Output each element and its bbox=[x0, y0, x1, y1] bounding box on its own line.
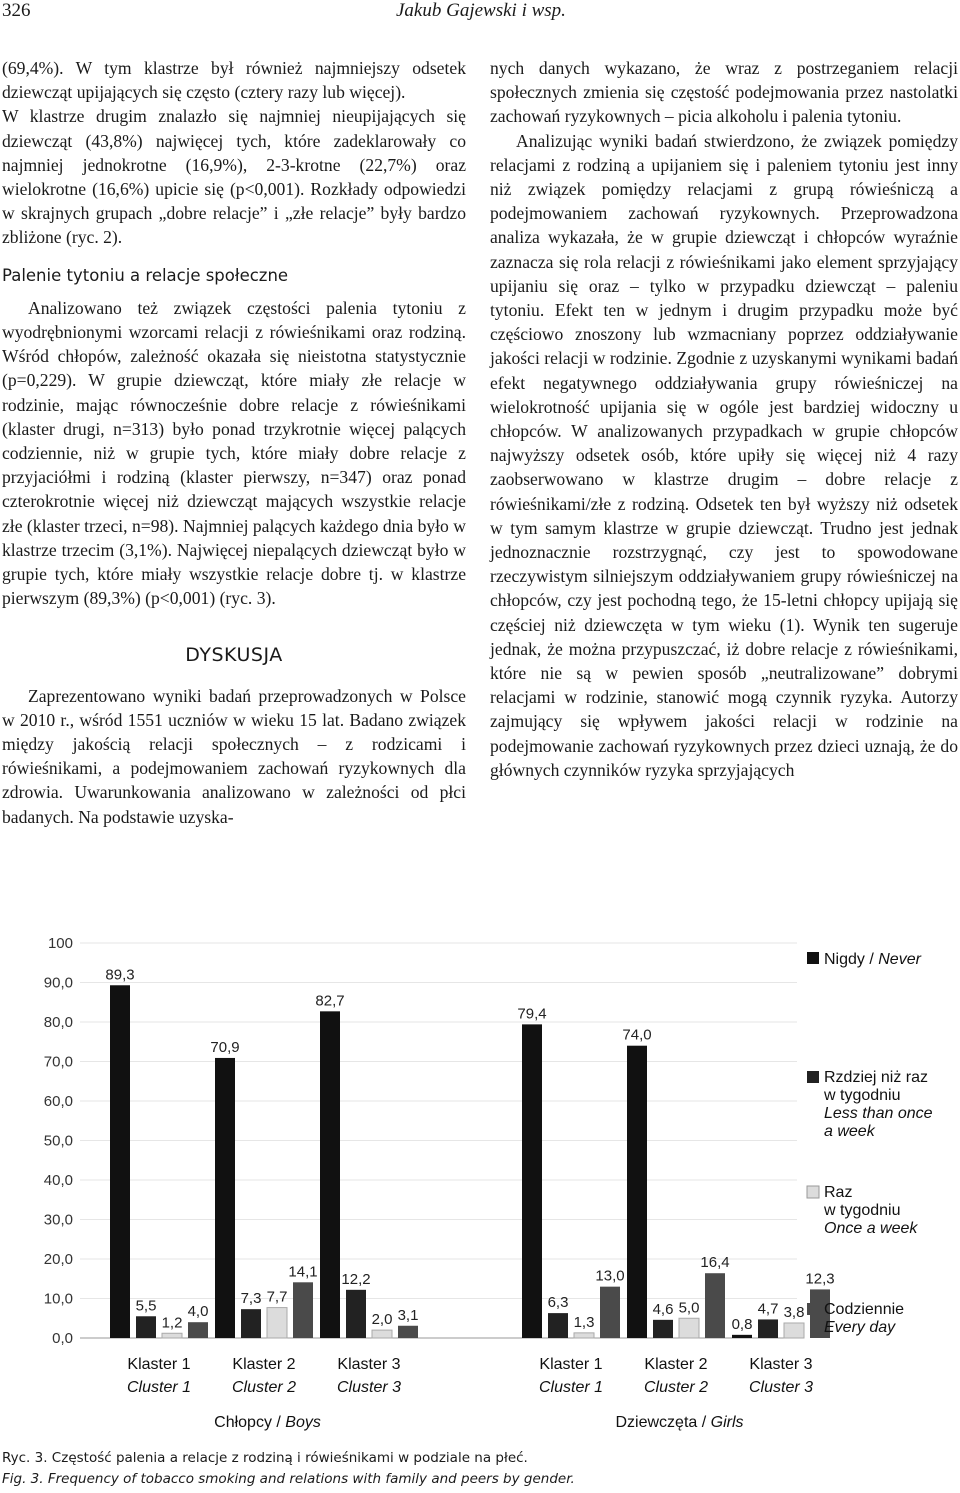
cluster-label-en: Cluster 2 bbox=[231, 1379, 297, 1396]
cluster-label: Klaster 3 bbox=[749, 1356, 813, 1373]
bar bbox=[110, 985, 130, 1338]
bar bbox=[215, 1058, 235, 1338]
y-tick-label: 30,0 bbox=[43, 1211, 73, 1229]
bar-value-label: 3,8 bbox=[783, 1303, 805, 1321]
paragraph: (69,4%). W tym klastrze był również najmniejszy odsetek dziewcząt upijających się często (cztery razy lub więcej). bbox=[2, 58, 466, 103]
bar-value-label: 5,5 bbox=[135, 1297, 157, 1315]
y-tick-label: 70,0 bbox=[43, 1053, 73, 1071]
bar-value-label: 4,6 bbox=[652, 1300, 674, 1318]
cluster-label: Klaster 1 bbox=[539, 1356, 603, 1373]
bar bbox=[653, 1320, 673, 1338]
bar-value-label: 12,2 bbox=[341, 1270, 371, 1288]
cluster-label: Klaster 1 bbox=[127, 1356, 191, 1373]
bar bbox=[241, 1309, 261, 1338]
bar-value-label: 79,4 bbox=[517, 1005, 547, 1023]
paragraph: Analizowano też związek częstości palenia tytoniu z wyodrębnionymi wzorcami relacji z rówieśnikami oraz rodziną. Wśród chłopów, zależność okazała się nieistotna statystycznie (p=0,229). W grupie dziewcząt, które miały złe relacje w rodzinie, mając równocześnie dobre relacje z rówieśnikami (klaster drugi, n=313) było ponad trzykrotnie więcej palących codziennie, niż w grupie tych, które miały dobre relacje z przyjaciółmi i rodziną (klaster pierwszy, n=347) oraz ponad czterokrotnie więcej niż dziewcząt mających wszystkie relacje złe (klaster trzeci, n=98). Najmniej palących każdego dnia było w klastrze trzecim (3,1%). Najwięcej niepalących dziewcząt było w grupie tych, które miały wszystkie relacje dobre tj. w klastrze pierwszym (89,3%) (p<0,001) (ryc. 3). bbox=[2, 297, 466, 609]
y-tick-label: 10,0 bbox=[43, 1290, 73, 1308]
bar bbox=[732, 1335, 752, 1338]
bar-value-label: 4,7 bbox=[757, 1300, 779, 1318]
legend-swatch bbox=[807, 1071, 819, 1083]
bar-value-label: 7,3 bbox=[240, 1290, 262, 1308]
bar-value-label: 7,7 bbox=[266, 1288, 288, 1306]
bar-value-label: 74,0 bbox=[622, 1026, 652, 1044]
bar-value-label: 3,1 bbox=[397, 1306, 419, 1324]
legend-weekly: Raz bbox=[824, 1184, 853, 1201]
y-tick-label: 20,0 bbox=[43, 1251, 73, 1268]
bar-value-label: 89,3 bbox=[105, 966, 135, 984]
y-tick-label: 80,0 bbox=[43, 1014, 73, 1031]
bar-value-label: 4,0 bbox=[187, 1303, 209, 1321]
bar bbox=[784, 1323, 804, 1338]
left-column bbox=[2, 56, 466, 829]
cluster-label: Klaster 3 bbox=[337, 1356, 401, 1373]
discussion-heading: DYSKUSJA bbox=[185, 644, 283, 667]
bar bbox=[293, 1282, 313, 1338]
bar-value-label: 16,4 bbox=[700, 1254, 730, 1272]
bar bbox=[188, 1322, 208, 1338]
bar-value-label: 6,3 bbox=[547, 1294, 569, 1312]
legend-weekly-en: Once a week bbox=[824, 1220, 918, 1237]
y-tick-label: 60,0 bbox=[43, 1093, 73, 1110]
bar-value-label: 1,2 bbox=[161, 1314, 183, 1332]
figure-caption-en: Fig. 3. Frequency of tobacco smoking and relations with family and peers by gender. bbox=[2, 1471, 575, 1487]
legend-weekly: w tygodniu bbox=[824, 1202, 901, 1219]
paragraph: W klastrze drugim znalazło się najmniej nieupijających się dziewcząt (43,8%) najwięcej tych, które zadeklarowały co najmniej jednokrotne (16,9%), 2-3-krotne (22,7%) oraz wielokrotne (16,6%) upicie się (p<0,001). Rozkłady odpowiedzi w skrajnych grupach „dobre relacje” i „złe relacje” były bardzo zbliżone (ryc. 2). bbox=[2, 106, 466, 248]
section-heading: Palenie tytoniu a relacje społeczne bbox=[2, 265, 289, 285]
legend-swatch bbox=[807, 1186, 819, 1198]
right-column bbox=[490, 56, 958, 782]
bar-value-label: 70,9 bbox=[210, 1038, 240, 1056]
y-tick-label: 100 bbox=[47, 935, 73, 952]
group-label: Dziewczęta / Girls bbox=[615, 1414, 744, 1431]
legend-never: Nigdy / Never bbox=[824, 951, 921, 968]
legend-less-weekly-en: a week bbox=[824, 1123, 875, 1140]
bar bbox=[136, 1316, 156, 1338]
legend-swatch bbox=[807, 952, 819, 964]
paragraph: Zaprezentowano wyniki badań przeprowadzonych w Polsce w 2010 r., wśród 1551 uczniów w wieku 15 lat. Badano związek między jakością relacji społecznych – z rodzicami i rówieśnikami, a podejmowaniem zachowań ryzykownych dla zdrowia. Uwarunkowania analizowano w zależności od płci badanych. Na podstawie uzyska- bbox=[2, 685, 466, 827]
bar-value-label: 1,3 bbox=[573, 1313, 595, 1331]
y-tick-label: 40,0 bbox=[43, 1172, 73, 1189]
bar bbox=[522, 1024, 542, 1338]
running-title: Jakub Gajewski i wsp. bbox=[396, 0, 566, 21]
bar bbox=[372, 1330, 392, 1338]
cluster-label-en: Cluster 1 bbox=[126, 1379, 192, 1396]
paragraph: nych danych wykazano, że wraz z postrzeganiem relacji społecznych zmienia się częstość podejmowania przez nastolatki zachowań ryzykownych – picia alkoholu i palenia tytoniu. bbox=[490, 58, 958, 127]
legend-less-weekly-en: Less than once bbox=[824, 1105, 933, 1122]
cluster-label: Klaster 2 bbox=[232, 1356, 296, 1373]
group-label: Chłopcy / Boys bbox=[214, 1414, 321, 1431]
legend-less-weekly: w tygodniu bbox=[824, 1087, 901, 1104]
bar bbox=[267, 1308, 287, 1338]
smoking-frequency-chart bbox=[0, 925, 960, 1445]
bar bbox=[320, 1011, 340, 1338]
bar bbox=[398, 1326, 418, 1338]
page-number: 326 bbox=[2, 0, 31, 21]
bar-value-label: 0,8 bbox=[731, 1315, 753, 1333]
bar bbox=[600, 1287, 620, 1338]
bar-value-label: 14,1 bbox=[288, 1263, 318, 1281]
bar bbox=[346, 1290, 366, 1338]
bar-value-label: 13,0 bbox=[595, 1267, 625, 1285]
bar-value-label: 5,0 bbox=[678, 1299, 700, 1317]
cluster-label-en: Cluster 2 bbox=[643, 1379, 709, 1396]
page-header bbox=[0, 0, 960, 40]
legend-daily: Codziennie bbox=[824, 1301, 905, 1318]
bar bbox=[548, 1313, 568, 1338]
bar bbox=[758, 1319, 778, 1338]
cluster-label-en: Cluster 3 bbox=[748, 1379, 814, 1396]
legend-less-weekly: Rzdziej niż raz bbox=[824, 1069, 929, 1086]
bar bbox=[627, 1046, 647, 1338]
cluster-label-en: Cluster 1 bbox=[538, 1379, 604, 1396]
bar-value-label: 82,7 bbox=[315, 992, 345, 1010]
cluster-label-en: Cluster 3 bbox=[336, 1379, 402, 1396]
legend-swatch bbox=[807, 1303, 819, 1315]
cluster-label: Klaster 2 bbox=[644, 1356, 708, 1373]
legend-daily-en: Every day bbox=[824, 1319, 896, 1336]
y-tick-label: 50,0 bbox=[43, 1132, 73, 1150]
bar bbox=[679, 1318, 699, 1338]
bar-value-label: 12,3 bbox=[805, 1270, 835, 1288]
figure-caption-pl: Ryc. 3. Częstość palenia a relacje z rodziną i rówieśnikami w podziale na płeć. bbox=[2, 1450, 528, 1466]
bar bbox=[705, 1273, 725, 1338]
bar-value-label: 2,0 bbox=[371, 1311, 393, 1329]
y-tick-label: 90,0 bbox=[43, 974, 73, 992]
paragraph: Analizując wyniki badań stwierdzono, że związek pomiędzy relacjami z rodziną a upijaniem się i paleniem tytoniu jest inny niż związek pomiędzy relacjami z grupą rówieśniczą a podejmowaniem zachowań ryzykownych. Przeprowadzona analiza wykazała, że w grupie dziewcząt i chłopców wyraźnie zaznacza się rola relacji z rówieśnikami jako element sprzyjający upijaniu się oraz – tylko w przypadku dziewcząt – paleniu tytoniu. Efekt ten w jednym i drugim przypadku może być częściowo znoszony lub wzmacniany poprzez oddziaływanie jakości relacji w rodzinie. Zgodnie z uzyskanymi wynikami badań efekt negatywnego oddziaływania grupy rówieśniczej na wielokrotność upijania się w ogóle jest bardziej widoczny u chłopców. W analizowanych przypadkach w grupie chłopców najwyższy odsetek osób, które upiły się więcej niż 4 razy zaobserwowano w klastrze drugim – dobre relacje z rówieśnikami/złe z rodziną. Odsetek ten był wyższy niż odsetek w tym samym klastrze w grupie dziewcząt. Trudno jest jednak jednoznacznie rozstrzygnąć, czy jest to spowodowane rzeczywistym silniejszym oddziaływaniem grupy rówieśniczej na chłopców, czy jest pochodną tego, że 15-letni chłopcy upijają się częściej niż dziewczęta w tym wieku (1). Wynik ten sugeruje jednak, że można przypuszczać, iż dobre relacje z rówieśnikami, które nie są w pewien sposób „neutralizowane” dobrymi relacjami w rodzinie, stanowić mogą czynnik ryzyka. Autorzy zajmujący się wpływem jakości relacji w rodzinie na podejmowanie zachowań ryzykownych przez dzieci uznają, że do głównych czynników ryzyka sprzyjających bbox=[490, 130, 958, 780]
y-tick-label: 0,0 bbox=[52, 1330, 73, 1347]
bar bbox=[162, 1333, 182, 1338]
bar bbox=[574, 1333, 594, 1338]
